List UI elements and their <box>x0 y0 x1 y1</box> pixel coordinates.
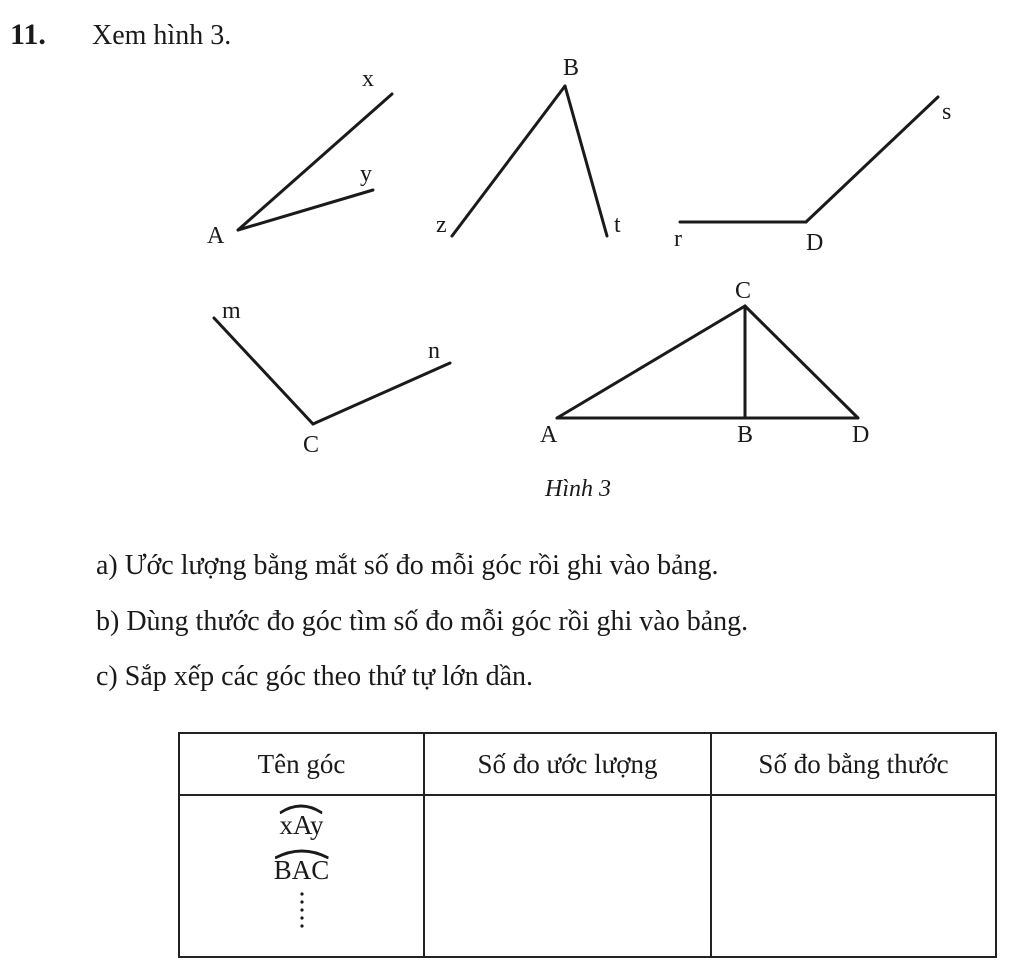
estimated-cell[interactable] <box>424 795 711 957</box>
angle-hat-icon <box>279 802 323 814</box>
measured-cell[interactable] <box>711 795 996 957</box>
label-z: z <box>436 212 447 238</box>
problem-prompt: Xem hình 3. <box>92 20 232 51</box>
label-m: m <box>222 298 241 324</box>
header-estimated: Số đo ước lượng <box>424 733 711 795</box>
label-b: B <box>563 55 580 81</box>
question-b: b) Dùng thước đo góc tìm số đo mỗi góc rồi ghi vào bảng. <box>96 606 749 637</box>
ray-bt <box>565 86 607 236</box>
header-measured: Số đo bằng thước <box>711 733 996 795</box>
angle-row-label: xAy <box>279 810 324 840</box>
label-x: x <box>362 66 374 92</box>
question-c: c) Sắp xếp các góc theo thứ tự lớn dần. <box>96 661 534 692</box>
ray-cm <box>214 318 313 424</box>
header-angle-name: Tên góc <box>179 733 424 795</box>
angle-row-xay <box>279 810 323 840</box>
angle-table <box>178 732 997 958</box>
segment-cd <box>745 306 858 418</box>
label-tri-b: B <box>737 422 754 448</box>
ray-ay <box>238 190 373 230</box>
label-s: s <box>942 99 952 125</box>
label-tri-c: C <box>735 278 752 304</box>
problem-number: 11. <box>10 18 46 51</box>
label-a: A <box>207 223 225 249</box>
label-t: t <box>614 212 621 238</box>
vertical-ellipsis-icon <box>297 890 307 930</box>
segment-ac <box>557 306 745 418</box>
label-y: y <box>360 161 372 187</box>
label-c: C <box>303 432 320 458</box>
ray-ds <box>806 97 938 222</box>
angle-row-bac <box>274 855 330 885</box>
ray-cn <box>313 363 450 424</box>
label-d: D <box>806 230 824 256</box>
label-n: n <box>428 338 440 364</box>
angle-row-label: BAC <box>273 855 330 885</box>
label-tri-a: A <box>540 422 558 448</box>
question-a: a) Ước lượng bằng mắt số đo mỗi góc rồi ghi vào bảng. <box>96 550 719 581</box>
angle-hat-icon <box>274 847 330 859</box>
ray-bz <box>452 86 565 236</box>
label-tri-d: D <box>852 422 870 448</box>
label-r: r <box>674 226 682 252</box>
figure-caption: Hình 3 <box>545 476 611 502</box>
angle-names-cell <box>179 795 424 957</box>
